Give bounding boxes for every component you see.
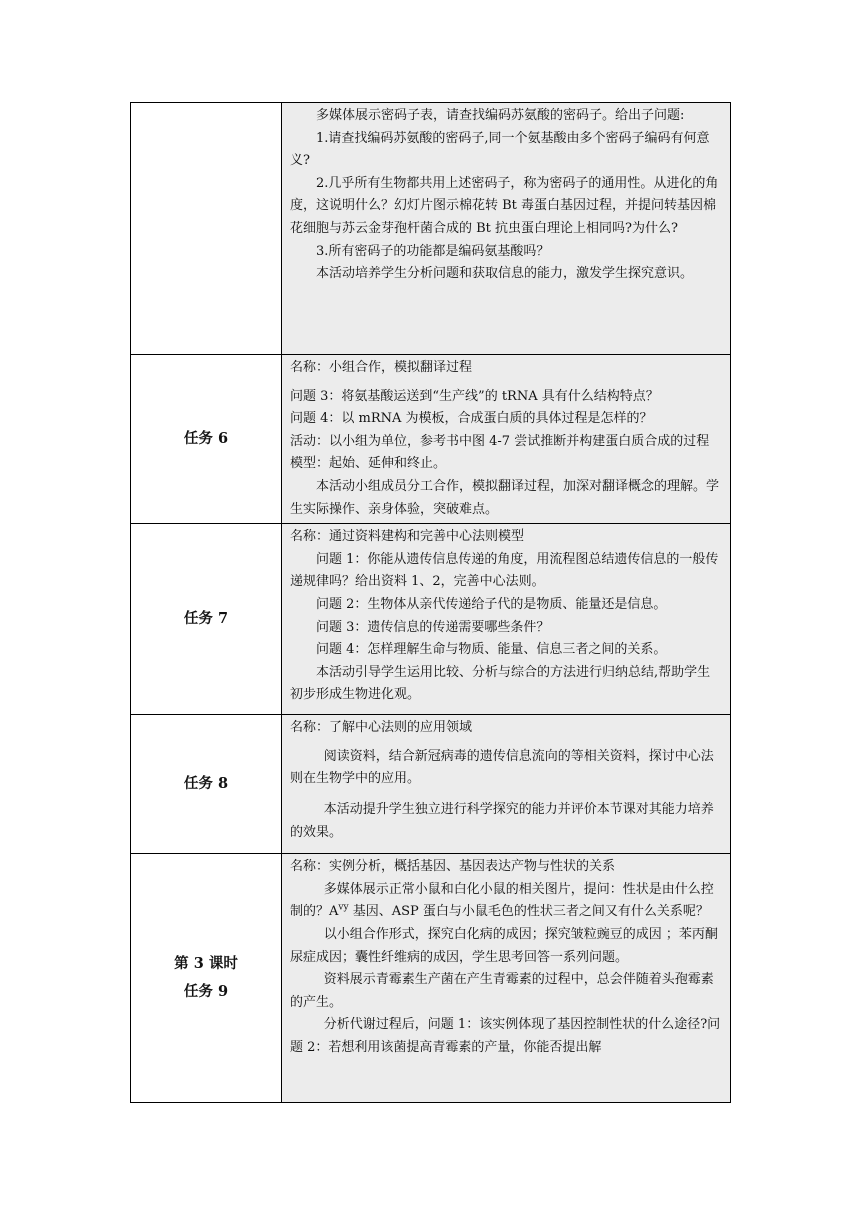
table-row [131,715,731,854]
paragraph: 问题 4：怎样理解生命与物质、能量、信息三者之间的关系。 [316,642,667,658]
paragraph: 本活动培养学生分析问题和获取信息的能力，激发学生探究意识。 [316,266,694,282]
paragraph: 2.几乎所有生物都共用上述密码子，称为密码子的通用性。从进化的角度，这说明什么？幻灯片图示棉花转 Bt 毒蛋白基因过程，并提问转基因棉花细胞与苏云金芽孢杆菌合成的 Bt 抗虫蛋白理论上相同吗?为什么? [290,175,719,236]
task-label: 任务 8 [183,775,229,793]
paragraph: 问题 3：遗传信息的传递需要哪些条件？ [316,619,550,635]
paragraph: 3.所有密码子的功能都是编码氨基酸吗？ [316,243,550,259]
task-label: 任务 9 [183,983,229,1001]
task-name: 名称：通过资料建构和完善中心法则模型 [290,529,525,545]
task-name: 名称：实例分析，概括基因、基因表达产物与性状的关系 [290,859,616,875]
paragraph: 问题 4：以 mRNA 为模板，合成蛋白质的具体过程是怎样的？ [290,411,653,427]
task-name: 名称：小组合作，模拟翻译过程 [290,360,473,375]
paragraph-text: 多媒体展示正常小鼠和白化小鼠的相关图片，提问：性状是由什么控制的？A [290,881,714,920]
paragraph: 分析代谢过程后，问题 1：该实例体现了基因控制性状的什么途径?问题 2：若想利用该菌提高青霉素的产量，你能否提出解 [290,1017,721,1055]
superscript: vy [338,903,349,914]
task-name: 名称：了解中心法则的应用领域 [290,720,473,736]
paragraph: 以小组合作形式，探究白化病的成因；探究皱粒豌豆的成因 ；苯丙酮尿症成因；囊性纤维病的成因，学生思考回答一系列问题。 [290,926,718,965]
task-label-cell [131,355,282,524]
paragraph: 本活动提升学生独立进行科学探究的能力并评价本节课对其能力培养的效果。 [290,801,714,840]
task-label-cell [131,103,282,355]
paragraph: 资料展示青霉素生产菌在产生青霉素的过程中，总会伴随着头孢霉素的产生。 [290,972,714,1010]
task-content-cell [282,524,731,715]
paragraph: 多媒体展示密码子表，请查找编码苏氨酸的密码子。给出子问题: [316,108,685,123]
task-label: 任务 6 [183,430,229,448]
paragraph: 活动：以小组为单位，参考书中图 4-7 尝试推断并构建蛋白质合成的过程模型：起始、延伸和终止。 [290,433,710,472]
table-row [131,355,731,524]
paragraph: 问题 3：将氨基酸运送到“生产线”的 tRNA 具有什么结构特点？ [290,388,659,404]
task-label-cell [131,524,282,715]
table-row [131,103,731,355]
lesson-plan-table [130,102,731,1103]
task-content-cell [282,854,731,1103]
task-content-cell [282,355,731,524]
task-content-cell [282,103,731,355]
task-label-cell [131,715,282,854]
paragraph: 1.请查找编码苏氨酸的密码子,同一个氨基酸由多个密码子编码有何意义? [290,130,710,169]
table-row [131,524,731,715]
paragraph-text: 基因、ASP 蛋白与小鼠毛色的性状三者之间又有什么关系呢？ [348,904,709,920]
paragraph: 阅读资料，结合新冠病毒的遗传信息流向的等相关资料，探讨中心法则在生物学中的应用。 [290,748,714,787]
lesson-label: 第 3 课时 [174,955,238,973]
task-label: 任务 7 [183,610,229,628]
task-label-cell [131,854,282,1103]
table-row [131,854,731,1103]
paragraph [290,879,722,924]
paragraph: 本活动引导学生运用比较、分析与综合的方法进行归纳总结,帮助学生初步形成生物进化观。 [290,664,711,703]
paragraph: 问题 2：生物体从亲代传递给子代的是物质、能量还是信息。 [316,596,667,612]
paragraph: 问题 1：你能从遗传信息传递的角度，用流程图总结遗传信息的一般传递规律吗？给出资料 1、2，完善中心法则。 [290,551,719,590]
paragraph: 本活动小组成员分工合作，模拟翻译过程，加深对翻译概念的理解。学生实际操作、亲身体验，突破难点。 [290,478,720,517]
task-content-cell [282,715,731,854]
